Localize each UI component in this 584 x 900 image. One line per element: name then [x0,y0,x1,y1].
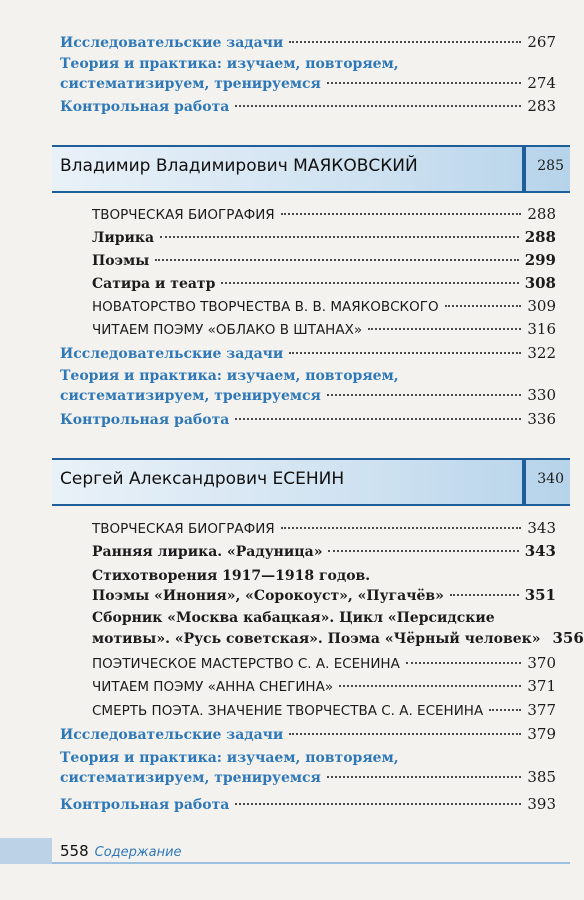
entry-label-line1: Сборник «Москва кабацкая». Цикл «Персидские [92,610,495,626]
entry-page: 356 [552,629,584,647]
toc-entry-control-work[interactable] [60,97,556,115]
author-name: Владимир Владимирович МАЯКОВСКИЙ [60,156,418,176]
entry-page: 343 [524,542,556,560]
leader-dots [235,105,521,107]
leader-dots [339,685,521,687]
toc-entry-theory-practice[interactable] [60,74,556,92]
toc-entry-theory-practice[interactable] [60,386,556,404]
leader-dots [445,305,522,307]
entry-label-line2: систематизируем, тренируемся [60,76,321,92]
leader-dots [160,236,519,238]
toc-entry[interactable] [92,228,556,246]
toc-entry[interactable] [92,205,556,223]
toc-entry-research-tasks[interactable] [60,725,556,743]
toc-entry[interactable] [92,251,556,269]
toc-entry-research-tasks[interactable] [60,344,556,362]
entry-label: Исследовательские задачи [60,727,284,743]
toc-entry-research-tasks[interactable] [60,33,556,51]
entry-page: 393 [527,795,556,813]
entry-label-line2: систематизируем, тренируемся [60,770,321,786]
leader-dots [489,709,521,711]
entry-label-line2: Поэмы «Инония», «Сорокоуст», «Пугачёв» [92,588,444,604]
entry-page: 309 [527,297,556,315]
toc-entry[interactable] [92,701,556,719]
entry-page: 371 [527,677,556,695]
leader-dots [155,259,518,261]
entry-label: Ранняя лирика. «Радуница» [92,544,323,560]
entry-label: Контрольная работа [60,99,230,115]
entry-page: 343 [527,519,556,537]
entry-page: 283 [527,97,556,115]
author-page: 340 [537,471,564,487]
entry-page: 370 [527,654,556,672]
leader-dots [327,82,521,84]
leader-dots [235,803,521,805]
entry-page: 316 [527,320,556,338]
entry-label-line1: Стихотворения 1917—1918 годов. [92,568,371,584]
toc-entry[interactable] [92,654,556,672]
entry-label: Поэмы [92,253,150,269]
entry-page: 299 [524,251,556,269]
toc-entry[interactable] [92,297,556,315]
entry-page: 322 [527,344,556,362]
leader-dots [221,282,518,284]
entry-label: ПОЭТИЧЕСКОЕ МАСТЕРСТВО С. А. ЕСЕНИНА [92,656,400,672]
entry-label: СМЕРТЬ ПОЭТА. ЗНАЧЕНИЕ ТВОРЧЕСТВА С. А. ЕСЕНИНА [92,703,484,719]
entry-page: 267 [527,33,556,51]
entry-page: 308 [524,274,556,292]
toc-entry-theory-practice[interactable] [60,768,556,786]
leader-dots [327,394,521,396]
entry-label-line2: мотивы». «Русь советская». Поэма «Чёрный человек» [92,631,541,647]
toc-entry[interactable] [92,274,556,292]
entry-page: 336 [527,410,556,428]
entry-page: 274 [527,74,556,92]
leader-dots [368,328,521,330]
author-name: Сергей Александрович ЕСЕНИН [60,469,345,489]
entry-label-line1: Теория и практика: изучаем, повторяем, [60,368,399,384]
entry-label: ЧИТАЕМ ПОЭМУ «ОБЛАКО В ШТАНАХ» [92,322,363,338]
section-title: Содержание [94,845,182,860]
leader-dots [235,418,521,420]
entry-page: 377 [527,701,556,719]
header-divider [522,147,526,191]
entry-label: НОВАТОРСТВО ТВОРЧЕСТВА В. В. МАЯКОВСКОГО [92,299,439,315]
entry-page: 288 [527,205,556,223]
entry-page: 330 [527,386,556,404]
leader-dots [289,41,521,43]
author-header-esenin[interactable] [52,458,570,506]
toc-entry-control-work[interactable] [60,410,556,428]
entry-label-line2: систематизируем, тренируемся [60,388,321,404]
entry-page: 351 [524,586,556,604]
footer-divider [52,862,570,864]
entry-label: ТВОРЧЕСКАЯ БИОГРАФИЯ [92,521,275,537]
leader-dots [328,550,518,552]
entry-label: Контрольная работа [60,797,230,813]
entry-page: 379 [527,725,556,743]
author-header-mayakovsky[interactable] [52,145,570,193]
toc-entry[interactable] [92,519,556,537]
toc-entry[interactable] [92,677,556,695]
toc-entry[interactable] [92,320,556,338]
toc-entry[interactable] [92,586,556,604]
entry-page: 385 [527,768,556,786]
footer-accent-bar [0,838,52,864]
page-footer [60,841,182,860]
entry-page: 288 [524,228,556,246]
toc-entry[interactable] [92,542,556,560]
leader-dots [289,733,521,735]
entry-label: Исследовательские задачи [60,35,284,51]
entry-label: ТВОРЧЕСКАЯ БИОГРАФИЯ [92,207,275,223]
leader-dots [289,352,521,354]
page-number: 558 [60,842,89,860]
leader-dots [450,594,519,596]
leader-dots [281,213,522,215]
entry-label-line1: Теория и практика: изучаем, повторяем, [60,750,399,766]
entry-label-line1: Теория и практика: изучаем, повторяем, [60,56,399,72]
entry-label: Исследовательские задачи [60,346,284,362]
leader-dots [406,662,522,664]
leader-dots [327,776,521,778]
toc-entry-control-work[interactable] [60,795,556,813]
toc-entry[interactable] [92,629,584,647]
entry-label: Сатира и театр [92,276,216,292]
entry-label: ЧИТАЕМ ПОЭМУ «АННА СНЕГИНА» [92,679,334,695]
entry-label: Лирика [92,230,155,246]
author-page: 285 [537,158,564,174]
header-divider [522,460,526,504]
entry-label: Контрольная работа [60,412,230,428]
leader-dots [281,527,522,529]
